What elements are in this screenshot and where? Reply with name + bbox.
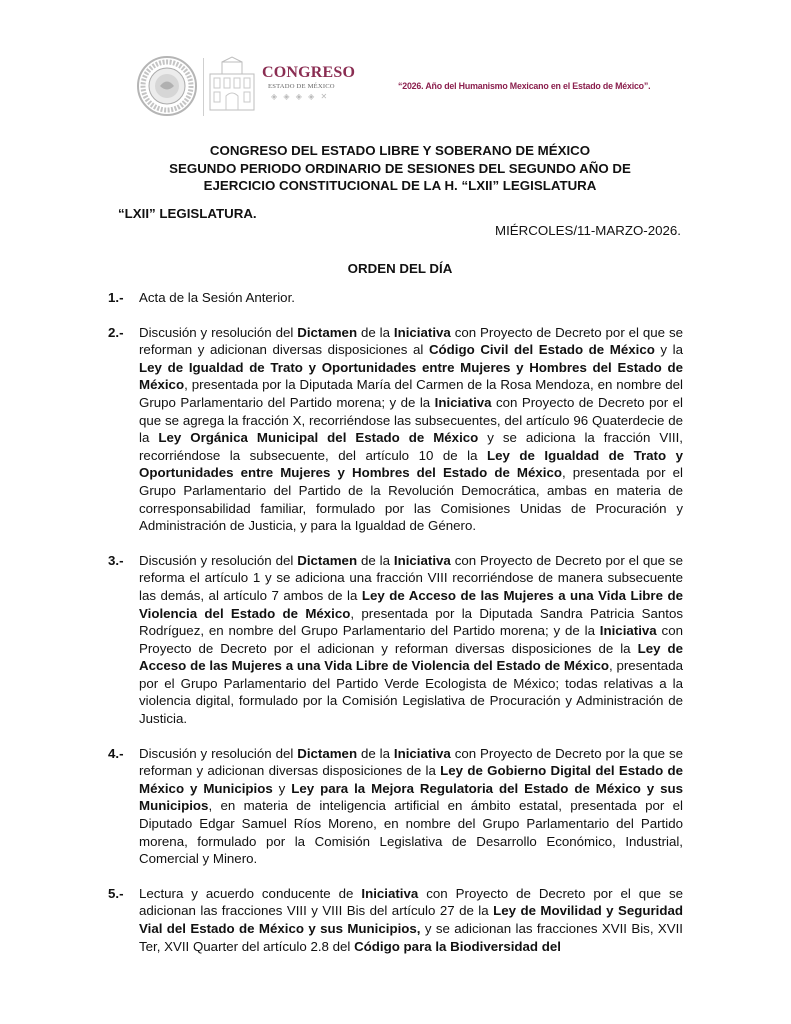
agenda-item-text (139, 745, 683, 868)
agenda-item-number: 4.- (108, 745, 124, 761)
bold-reference: Ley para la Mejora Regulatoria del Estado de México y sus Municipios (139, 780, 684, 814)
text-run: y se adicionan las fracciones XVII Bis, XVII Ter, XVII Quarter del artículo 2.8 del (139, 921, 683, 954)
text-run: , presentada por el Grupo Parlamentario del Partido Verde Ecologista de México; todas relativas a la violencia digital, formulado por la Comisión Legislativa de Procuración y Administración de Justicia. (139, 658, 683, 727)
agenda-item-text (139, 885, 683, 955)
congreso-logo-subtitle: ESTADO DE MÉXICO (268, 83, 335, 90)
agenda-item (108, 745, 683, 868)
text-run: Discusión y resolución del (139, 324, 298, 340)
year-motto: “2026. Año del Humanismo Mexicano en el Estado de México”. (398, 81, 651, 92)
legislature-label: “LXII” LEGISLATURA. (118, 206, 257, 221)
text-run: , en materia de inteligencia artificial en ámbito estatal, presentada por el Diputado Edgar Samuel Ríos Moreno, en nombre del Grupo Parlamentario del Partido morena, formulado por la Comisión Legislativa de Desarrollo Económico, Industrial, Comercial y Minero. (139, 798, 683, 867)
title-line: CONGRESO DEL ESTADO LIBRE Y SOBERANO DE MÉXICO (209, 143, 591, 158)
text-run: con Proyecto de Decreto por la que se reforman y adicionan diversas disposiciones de la (139, 745, 683, 779)
text-run: con Proyecto de Decreto por el que se adicionan las fracciones VIII y VIII Bis del artículo 27 de la (139, 885, 683, 919)
text-run: con Proyecto de Decreto por el que se reforman y adicionan diversas disposiciones al (139, 324, 683, 358)
bold-reference: Ley de Igualdad de Trato y Oportunidades entre Mujeres y Hombres del Estado de México (139, 447, 683, 481)
agenda-item-text (139, 289, 683, 307)
title-line: SEGUNDO PERIODO ORDINARIO DE SESIONES DEL SEGUNDO AÑO DE (169, 160, 631, 176)
agenda-item (108, 885, 683, 955)
agenda-item-number: 3.- (108, 552, 124, 568)
text-run: , presentada por la Diputada Sandra Patricia Santos Rodríguez, en nombre del Grupo Parlamentario del Partido morena; y de la (139, 605, 683, 639)
agenda-list (108, 289, 683, 972)
agenda-item (108, 289, 683, 307)
session-date: MIÉRCOLES/11-MARZO-2026. (495, 223, 681, 238)
bold-reference: Ley de Gobierno Digital del Estado de México y Municipios (139, 763, 683, 796)
bold-reference: Ley de Igualdad de Trato y Oportunidades entre Mujeres y Hombres del Estado de México (139, 359, 683, 393)
bold-reference: Ley de Acceso de las Mujeres a una Vida Libre de Violencia del Estado de México (139, 587, 683, 621)
title-line: EJERCICIO CONSTITUCIONAL DE LA H. “LXII” LEGISLATURA (203, 178, 597, 193)
bold-reference: Iniciativa (361, 885, 419, 901)
text-run: con Proyecto de Decreto por el que se agrega la fracción X, recorriéndose las subsecuentes, del artículo 96 Quaterdecie de la (139, 394, 683, 446)
bold-reference: Iniciativa (434, 394, 492, 410)
text-run: y (272, 780, 292, 796)
agenda-item (108, 324, 683, 535)
text-run: y la (654, 342, 684, 358)
agenda-item (108, 552, 683, 728)
state-seal-icon (136, 55, 198, 117)
text-run: , presentada por la Diputada María del Carmen de la Rosa Mendoza, en nombre del Grupo Parlamentario del Partido morena; y de la (139, 377, 683, 410)
document-title (100, 142, 700, 195)
page-header (0, 0, 791, 120)
text-run: Acta de la Sesión Anterior. (139, 290, 295, 305)
agenda-item-text (139, 552, 683, 728)
text-run: Discusión y resolución del (139, 745, 298, 761)
bold-reference: Ley de Movilidad y Seguridad Vial del Estado de México y sus Municipios, (139, 903, 684, 936)
text-run: Discusión y resolución del (139, 552, 298, 568)
agenda-item-text (139, 324, 683, 535)
text-run: de la (357, 552, 394, 568)
bold-reference: Dictamen (297, 745, 358, 761)
logo-divider (203, 58, 204, 116)
text-run: Lectura y acuerdo conducente de (139, 885, 362, 901)
text-run: con Proyecto de Decreto por el adicionan y reforman diversas disposiciones de la (139, 623, 683, 656)
congreso-logo-ornaments: ◈ ◈ ◈ ◈ ✕ (271, 92, 330, 101)
text-run: con Proyecto de Decreto por el que se reforma el artículo 1 y se adiciona una fracción VIII recorriéndose de manera subsecuente las demás, al artículo 7 ambos de la (139, 552, 683, 603)
text-run: de la (357, 745, 394, 761)
agenda-heading: ORDEN DEL DÍA (347, 261, 453, 276)
bold-reference: Iniciativa (393, 324, 451, 340)
bold-reference: Iniciativa (393, 745, 451, 761)
bold-reference: Código Civil del Estado de México (428, 342, 655, 358)
bold-reference: Dictamen (297, 552, 358, 568)
text-run: y se adiciona la fracción VIII, recorriéndose la subsecuente, del artículo 10 de la (139, 430, 683, 463)
text-run: de la (357, 324, 394, 340)
agenda-item-number: 1.- (108, 290, 124, 305)
bold-reference: Iniciativa (393, 552, 451, 568)
bold-reference: Código para la Biodiversidad del (354, 938, 561, 954)
text-run: , presentada por el Grupo Parlamentario del Partido de la Revolución Democrática, ambas en materia de corresponsabilidad familiar, formulado por las Comisiones Unidas de Procuración y Administración de Justicia, y para la Igualdad de Género. (139, 465, 683, 534)
bold-reference: Dictamen (297, 324, 358, 340)
agenda-item-number: 2.- (108, 324, 124, 340)
agenda-item-number: 5.- (108, 885, 124, 901)
bold-reference: Ley de Acceso de las Mujeres a una Vida Libre de Violencia del Estado de México (139, 640, 684, 674)
bold-reference: Ley Orgánica Municipal del Estado de México (158, 430, 479, 446)
congress-building-icon (207, 56, 257, 112)
bold-reference: Iniciativa (599, 623, 657, 639)
congreso-logo-title: CONGRESO (262, 64, 356, 81)
